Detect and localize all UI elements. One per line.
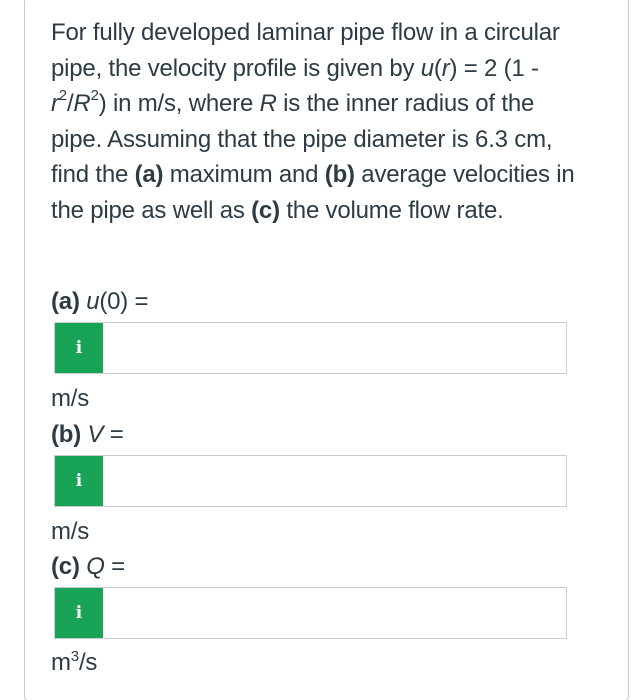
part-b-answer-input[interactable]	[103, 456, 566, 506]
part-a-label: (a) u(0) =	[51, 288, 149, 315]
part-b-info-button[interactable]	[55, 456, 103, 506]
info-icon: i	[75, 338, 83, 358]
part-a-unit: m/s	[51, 385, 90, 412]
part-b-label: (b) V =	[51, 421, 124, 448]
part-a-answer-input[interactable]	[103, 323, 566, 373]
part-c-unit: $m^3/s$	[51, 648, 98, 676]
part-c-answer-row	[54, 587, 567, 639]
part-b-answer-row	[54, 455, 567, 507]
part-c-info-button[interactable]	[55, 588, 103, 638]
part-a-answer-row	[54, 322, 567, 374]
info-icon: i	[75, 603, 83, 623]
problem-statement: For fully developed laminar pipe flow in a circular pipe, the velocity profile is given by u(r) = 2 $(1 - r^2/R^2)$ in m/s, where R is the inner radius of the pipe. Assuming that the pipe diameter is 6.3 cm, find the (a) maximum and (b) average velocities in the pipe as well as (c) the volume flow rate.	[51, 19, 575, 224]
part-c-answer-input[interactable]	[103, 588, 566, 638]
info-icon: i	[75, 471, 83, 491]
part-b-unit: m/s	[51, 518, 90, 545]
part-c-label: (c) Q =	[51, 553, 125, 580]
part-a-info-button[interactable]	[55, 323, 103, 373]
